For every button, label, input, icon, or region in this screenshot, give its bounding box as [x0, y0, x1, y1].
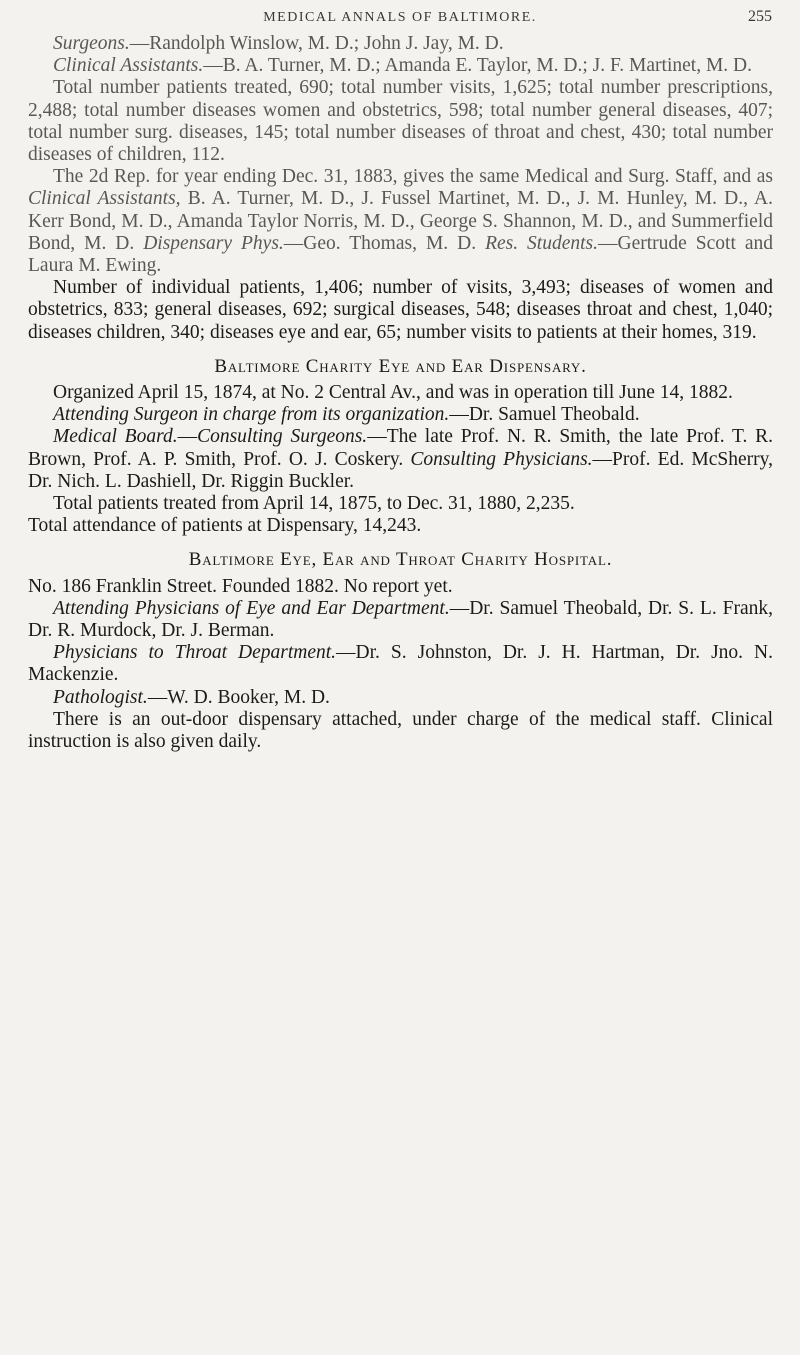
report-clinical-label: Clinical Assistants, [28, 188, 181, 210]
medical-board-label: Medical Board. [53, 426, 178, 448]
report-intro: The 2d Rep. for year ending Dec. 31, 1883, gives the same Medical and Surg. Staff, and as [53, 166, 773, 188]
eye-ear-dispensary-heading: Baltimore Charity Eye and Ear Dispensary. [214, 355, 587, 377]
dispensary-text: —Geo. Thomas, M. D. [283, 232, 486, 254]
report-clinical-text: B. A. Turner, M. D., J. Fussel Martinet, M. D., J. M. Hunley, M. D., A. Kerr Bond, M. D., Amanda Taylor Norris, M. D., George S. Shannon, M. D., and Summerfield Bond, M. D. [28, 188, 774, 254]
consulting-physicians-label: Consulting Physicians. [410, 448, 593, 470]
body-text [28, 33, 773, 753]
pathologist-paragraph [28, 687, 773, 709]
throat-physicians-text: —Dr. S. Johnston, Dr. J. H. Hartman, Dr. Jno. N. Mackenzie. [28, 642, 773, 686]
clinical-paragraph [28, 55, 773, 77]
organized-paragraph: Organized April 15, 1874, at No. 2 Central Av., and was in operation till June 14, 1882. [53, 382, 733, 404]
eye-ear-physicians-label: Attending Physicians of Eye and Ear Department. [53, 597, 450, 619]
clinical-text: —B. A. Turner, M. D.; Amanda E. Taylor, M. D.; J. F. Martinet, M. D. [203, 55, 752, 77]
hospital-heading: Baltimore Eye, Ear and Throat Charity Hospital. [188, 549, 613, 571]
throat-physicians-label: Physicians to Throat Department. [53, 642, 337, 664]
stats2-paragraph: Number of individual patients, 1,406; number of visits, 3,493; diseases of women and obstetrics, 833; general diseases, 692; surgical diseases, 548; diseases throat and chest, 1,040; diseases children, 340; diseases eye and ear, 65; number visits to patients at their homes, 319. [28, 277, 773, 343]
surgeons-paragraph [28, 33, 773, 55]
consulting-physicians-text: —Prof. Ed. McSherry, Dr. Nich. L. Dashiell, Dr. Riggin Buckler. [28, 448, 773, 492]
running-title: MEDICAL ANNALS OF BALTIMORE. [263, 10, 537, 25]
pathologist-label: Pathologist. [53, 686, 148, 708]
stats-paragraph: Total number patients treated, 690; total number visits, 1,625; total number prescriptions, 2,488; total number diseases women and obstetrics, 598; total number general diseases, 407; total number surg. diseases, 145; total number diseases of throat and chest, 430; total number diseases of children, 112. [28, 77, 773, 166]
eye-ear-physicians-text: —Dr. Samuel Theobald, Dr. S. L. Frank, Dr. R. Murdock, Dr. J. Berman. [28, 597, 773, 642]
top-section [28, 33, 773, 277]
attending-surgeon-text: —Dr. Samuel Theobald. [449, 404, 640, 426]
running-head [0, 10, 800, 32]
attending-surgeon-label: Attending Surgeon in charge from its organization. [53, 404, 450, 426]
eye-ear-physicians-paragraph [28, 598, 773, 642]
res-text: —Gertrude Scott and Laura M. Ewing. [28, 232, 773, 277]
total-attendance-paragraph: Total attendance of patients at Dispensary, 14,243. [28, 515, 422, 537]
consulting-surgeons-text: —The late Prof. N. R. Smith, the late Prof. T. R. Brown, Prof. A. P. Smith, Prof. O. J. Coskery. [28, 426, 773, 470]
report-paragraph [28, 166, 773, 277]
medical-board-paragraph: Medical Board.—Consulting Surgeons.—The late Prof. N. R. Smith, the late Prof. T. R. Brown, Prof. A. P. Smith, Prof. O. J. Coskery. Consulting Physicians.—Prof. Ed. McSherry, Dr. Nich. L. Dashiell, Dr. Riggin Buckler. [28, 426, 773, 492]
res-label: Res. Students. [485, 232, 599, 254]
throat-physicians-paragraph [28, 642, 773, 686]
surgeons-text: —Randolph Winslow, M. D.; John J. Jay, M. D. [129, 33, 504, 54]
surgeons-label: Surgeons. [53, 33, 130, 54]
clinical-label: Clinical Assistants. [53, 55, 204, 77]
page-number: 255 [748, 8, 772, 25]
attending-surgeon-paragraph [28, 404, 773, 426]
total-patients-paragraph: Total patients treated from April 14, 1875, to Dec. 31, 1880, 2,235. [53, 493, 575, 515]
closing-paragraph: There is an out-door dispensary attached, under charge of the medical staff. Clinical instruction is also given daily. [28, 708, 773, 753]
hospital-address-paragraph: No. 186 Franklin Street. Founded 1882. No report yet. [28, 575, 453, 597]
consulting-surgeons-label: Consulting Surgeons. [197, 426, 368, 448]
dispensary-label: Dispensary Phys. [143, 232, 284, 254]
pathologist-text: —W. D. Booker, M. D. [147, 686, 330, 708]
